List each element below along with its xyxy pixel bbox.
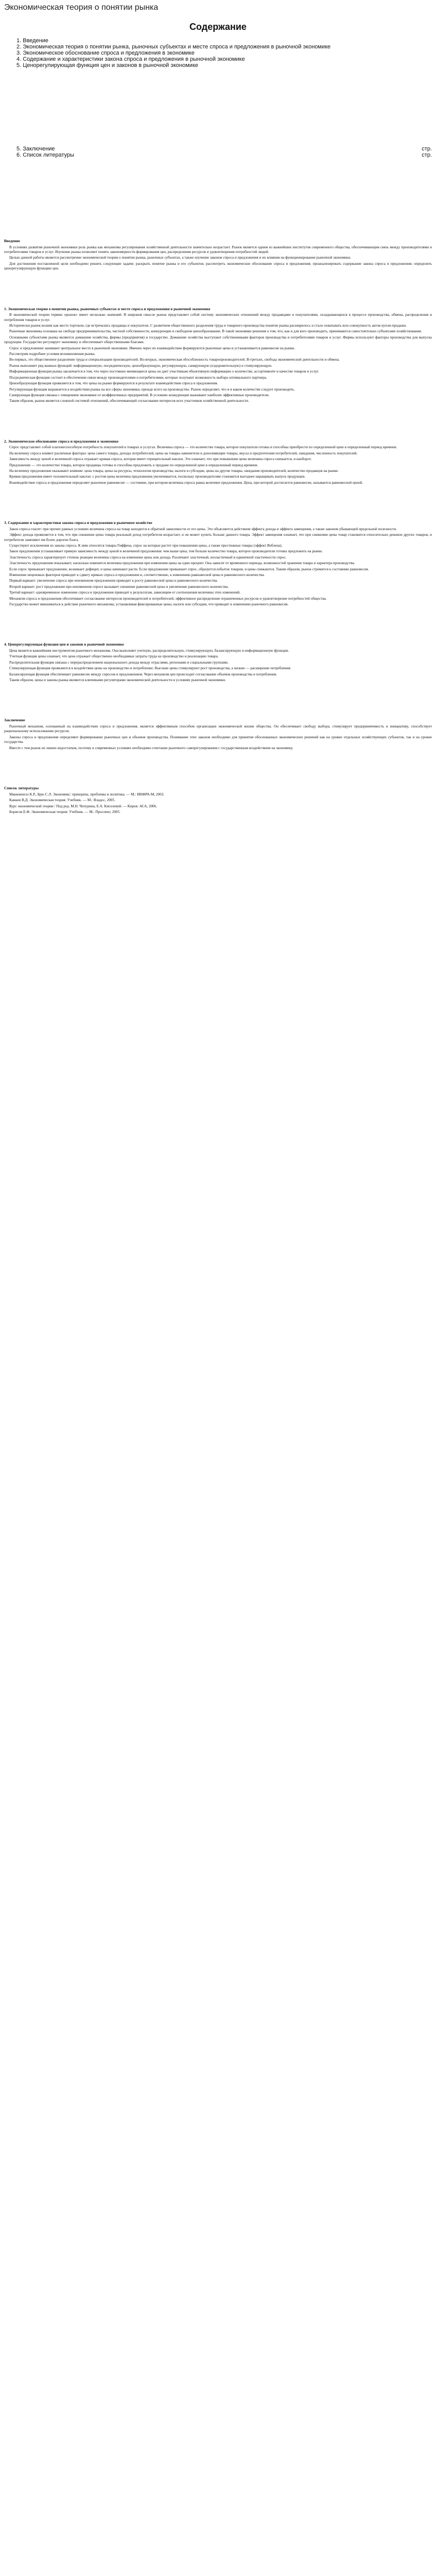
paragraph: Кривая предложения имеет положительный наклон: с ростом цены величина предложения увеличивается, поскольку производителям становится выгоднее наращивать выпуск продукции. (9, 474, 306, 479)
paragraph: Посредническая функция состоит в обеспечении связи между производителями и потребителями, которые получают возможность выбора оптимального партнера. (9, 375, 267, 380)
toc-footer (4, 146, 432, 158)
document-page (0, 0, 436, 836)
section (4, 439, 432, 485)
section-title: 2. Экономическое обоснование спроса и предложения в экономике (4, 438, 119, 444)
section (4, 718, 432, 751)
paragraph: Исторически рынок возник как место торговли, где встречались продавцы и покупатели. С развитием общественного разделения труда и товарного производства понятие рынка расширилось и стало охватывать всю совокупность актов купли-продажи. (9, 324, 407, 328)
section-spacer (4, 684, 432, 715)
toc-footer-label: 5. Заключение (16, 146, 55, 152)
section-spacer (4, 752, 432, 783)
paragraph: В экономической теории термин «рынок» имеет несколько значений. В широком смысле рынок представляет собой систему экономических отношений между продавцами и покупателями, складывающихся в процессе производства, обмена, распределения и потребления товаров и услуг. (4, 313, 432, 322)
paragraph: Закон спроса гласит: при прочих равных условиях величина спроса на товар находится в обратной зависимости от его цены. Это объясняется действием эффекта дохода и эффекта замещения, а также законом убывающей предельной полезности. (9, 527, 397, 531)
paragraph: Изменение неценовых факторов приводит к сдвигу кривых спроса и предложения и, соответственно, к изменению равновесной цены и равновесного количества. (9, 573, 265, 577)
paragraph: Учетная функция цены означает, что цена отражает общественно необходимые затраты труда на производство и реализацию товара. (9, 654, 219, 659)
paragraph: Санирующая функция связана с очищением экономики от неэффективных предприятий. В условиях конкуренции выживают наиболее эффективные производители. (9, 393, 270, 397)
paragraph: Распределительная функция связана с перераспределением национального дохода между отраслями, регионами и социальными группами. (9, 660, 229, 665)
document-body (0, 239, 436, 783)
paragraph: Во-первых, это общественное разделение труда и специализация производителей. Во-вторых, экономическая обособленность товаропроизводителей. В-третьих, свобода экономической деятельности и обмена. (9, 358, 340, 362)
section-spacer (4, 486, 432, 517)
section-title: 3. Содержание и характеристики закона спроса и предложения в рыночном хозяйстве (4, 520, 152, 526)
paragraph: Для достижения поставленной цели необходимо решить следующие задачи: раскрыть понятие рынка и его субъектов; рассмотреть экономическое обоснование спроса и предложения; проанализировать содержание закона спроса и предложения; определить ценорегулирующую функцию цен. (4, 261, 432, 271)
paragraph: Законы спроса и предложения определяют формирование рыночных цен и объемов производства. Понимание этих законов необходимо для принятия обоснованных экономических решений как на уровне отдельных хозяйствующих субъектов, так и на уровне государства. (4, 735, 432, 744)
section (4, 239, 432, 272)
paragraph: Стимулирующая функция проявляется в воздействии цены на производство и потребление. Высокие цены стимулируют рост производства, а низкие — расширение потребления. (9, 666, 291, 671)
toc-spacer (4, 69, 432, 146)
section (4, 642, 432, 683)
paragraph: Спрос и предложение занимают центральное место в рыночной экономике. Именно через их взаимодействие формируются рыночные цены и устанавливается равновесие на рынке. (9, 346, 295, 350)
section-title: 1. Экономическая теория о понятии рынка, рыночных субъектах и месте спроса и предложения в рыночной экономике (4, 306, 211, 311)
paragraph: Третий вариант: одновременное изменение спроса и предложения приводит к результатам, зависящим от соотношения величины этих изменений. (9, 590, 240, 595)
paragraph: Ценообразующая функция проявляется в том, что цены на рынке формируются в результате взаимодействия спроса и предложения. (9, 381, 218, 386)
paragraph: Рынок выполняет ряд важных функций: информационную, посредническую, ценообразующую, регулирующую, санирующую (оздоровительную) и стимулирующую. (9, 363, 272, 368)
section (4, 307, 432, 404)
toc-item: 5. Ценорегулирующая функция цен и законов в рыночной экономике (16, 62, 198, 69)
paragraph: Эффект дохода проявляется в том, что при снижении цены товара реальный доход потребителя возрастает, и он может купить больше данного товара. Эффект замещения означает, что при снижении цены товар становится относительно дешевле других товаров, и потребители заменяют им более дорогие блага. (4, 533, 432, 542)
paragraph: Рыночная экономика основана на свободе предпринимательства, частной собственности, конкуренции и свободном ценообразовании. В такой экономике решения о том, что, как и для кого производить, принимаются самостоятельно субъектами хозяйствования. (9, 329, 422, 334)
paragraph: Второй вариант: рост предложения при неизменном спросе вызывает снижение равновесной цены и увеличение равновесного количества. (9, 584, 229, 589)
toc-list (4, 38, 432, 69)
paragraph: Балансирующая функция обеспечивает равновесие между спросом и предложением. Через механизм цен происходит согласование объемов производства и потребления. (9, 672, 277, 676)
toc-item: 4. Содержание и характеристики закона спроса и предложения в рыночной экономике (16, 56, 245, 62)
section-spacer (4, 608, 432, 639)
section (4, 520, 432, 607)
reference-item: Борисов Е.Ф. Экономическая теория: Учебник. — М.: Проспект, 2005. (9, 809, 120, 814)
paragraph: Взаимодействие спроса и предложения определяет рыночное равновесие — состояние, при котором величина спроса равна величине предложения. Цена, при которой достигается равновесие, называется равновесной ценой. (9, 480, 363, 485)
paragraph: Спрос представляет собой платежеспособную потребность покупателей в товарах и услугах. Величина спроса — это количество товара, которое покупатели готовы и способны приобрести по определенной цене в определенный период времени. (9, 445, 397, 450)
paragraph: Первый вариант: увеличение спроса при неизменном предложении приводит к росту равновесной цены и равновесного количества. (9, 579, 218, 583)
toc-footer-page: стр. (422, 152, 432, 158)
table-of-contents (0, 22, 436, 158)
reference-item: Камаев В.Д. Экономическая теория: Учебник. — М.: Владос, 2005. (9, 798, 115, 803)
reference-item: Курс экономической теории / Под ред. М.Н. Чепурина, Е.А. Киселевой. — Киров: АСА, 2006. (9, 804, 158, 808)
paragraph: Рыночный механизм, основанный на взаимодействии спроса и предложения, является эффективным способом организации экономической жизни общества. Он обеспечивает свободу выбора, стимулирует предприимчивость и инициативу, способствует рациональному использованию ресурсов. (4, 724, 432, 734)
paragraph: Зависимость между ценой и величиной спроса отражает кривая спроса, которая имеет отрицательный наклон. Это означает, что при повышении цены величина спроса снижается, и наоборот. (9, 457, 312, 462)
paragraph: Информационная функция рынка заключается в том, что через постоянно меняющиеся цены он дает участникам объективную информацию о количестве, ассортименте и качестве товаров и услуг. (9, 369, 319, 374)
paragraph: На величину предложения оказывают влияние: цена товара, цены на ресурсы, технология производства, налоги и субсидии, цены на другие товары, ожидания производителей, количество продавцов на рынке. (9, 468, 339, 473)
paragraph: Вместе с тем рынок не лишен недостатков, поэтому в современных условиях необходимо сочетание рыночного саморегулирования с государственным воздействием на экономику. (9, 745, 293, 750)
paragraph: Если спрос превышает предложение, возникает дефицит, и цены начинают расти. Если предложение превышает спрос, образуется избыток товаров, и цены снижаются. Таким образом, рынок стремится к состоянию равновесия. (9, 567, 369, 571)
paragraph: Основными субъектами рынка являются домашние хозяйства, фирмы (предприятия) и государство. Домашние хозяйства выступают собственниками факторов производства и потребителями товаров и услуг. Фирмы используют факторы производства для выпуска продукции. Государство регулирует экономику и обеспечивает общественными благами. (4, 335, 432, 345)
paragraph: Целью данной работы является рассмотрение экономической теории о понятии рынка, рыночных субъектах, а также изучение законов спроса и предложения и их влияния на функционирование рыночной экономики. (9, 256, 351, 260)
document-title: Экономическая теория о понятии рынка (4, 3, 159, 12)
paragraph: Таким образом, цены и законы рынка являются ключевыми регуляторами экономической деятельности в условиях рыночной экономики. (9, 678, 226, 683)
toc-footer-label: 6. Список литературы (16, 152, 75, 158)
paragraph: Эластичность предложения показывает, насколько изменится величина предложения при изменении цены на один процент. Она зависит от временного периода, возможностей хранения товара и характера производства. (9, 561, 355, 566)
paragraph: В условиях развития рыночной экономики роль рынка как механизма регулирования хозяйственной деятельности значительно возрастает. Рынок является одним из важнейших институтов современного общества, обеспечивающим связь между производителями и потребителями товаров и услуг. Изучение рынка позволяет понять закономерности формирования цен, распределения ресурсов и удовлетворения потребностей людей. (4, 245, 432, 254)
section-title: Заключение (4, 718, 25, 723)
section-title: 4. Ценорегулирующая функция цен и законов в рыночной экономике (4, 642, 124, 647)
toc-item: 2. Экономическая теория о понятии рынка, рыночных субъектах и месте спроса и предложения в рыночной экономике (16, 44, 331, 50)
toc-footer-row (4, 152, 432, 158)
toc-item: 3. Экономическое обоснование спроса и предложения в экономике (16, 50, 195, 56)
references-title: Список литературы (4, 786, 39, 791)
toc-heading: Содержание (189, 22, 247, 32)
paragraph: Таким образом, рынок является сложной системой отношений, обеспечивающей согласование интересов всех участников хозяйственной деятельности. (9, 399, 249, 403)
references-section (0, 786, 436, 815)
paragraph: Государство может вмешиваться в действие рыночного механизма, устанавливая фиксированные цены, налоги или субсидии, что приводит к изменению рыночного равновесия. (9, 602, 289, 607)
toc-item: 1. Введение (16, 38, 49, 44)
section-title: Введение (4, 239, 20, 243)
paragraph: Существуют исключения из закона спроса. К ним относятся товары Гиффена, спрос на которые растет при повышении цены, а также престижные товары (эффект Веблена). (9, 543, 283, 548)
page-break-spacer (0, 158, 436, 235)
section-spacer (4, 405, 432, 436)
reference-item: Макконнелл К.Р., Брю С.Л. Экономикс: принципы, проблемы и политика. — М.: ИНФРА-М, 2003. (9, 792, 165, 796)
paragraph: Закон предложения устанавливает прямую зависимость между ценой и величиной предложения: чем выше цена, тем больше количество товара, которое производители готовы предложить на рынке. (9, 549, 323, 554)
paragraph: Механизм спроса и предложения обеспечивает согласование интересов производителей и потребителей, эффективное распределение ограниченных ресурсов и удовлетворение потребностей общества. (9, 596, 327, 601)
section-spacer (4, 273, 432, 303)
paragraph: Рассмотрим подробнее условия возникновения рынка. (9, 352, 96, 357)
paragraph: Регулирующая функция выражается в воздействии рынка на все сферы экономики, прежде всего на производство. Рынок определяет, что и в каком количестве следует производить. (9, 387, 295, 392)
paragraph: На величину спроса влияют различные факторы: цена самого товара, доходы потребителей, цены на товары-заменители и дополняющие товары, вкусы и предпочтения потребителей, ожидания, численность покупателей. (9, 451, 358, 455)
paragraph: Предложение — это количество товара, которое продавцы готовы и способны предложить к продаже по определенной цене в определенный период времени. (9, 463, 258, 467)
paragraph: Цена является важнейшим инструментом рыночного механизма. Она выполняет учетную, распределительную, стимулирующую, балансирующую и информационную функции. (9, 649, 289, 653)
paragraph: Эластичность спроса характеризует степень реакции величины спроса на изменение цены или дохода. Различают эластичный, неэластичный и единичной эластичности спрос. (9, 555, 287, 560)
toc-footer-row (4, 146, 432, 152)
toc-footer-page: стр. (422, 146, 432, 152)
